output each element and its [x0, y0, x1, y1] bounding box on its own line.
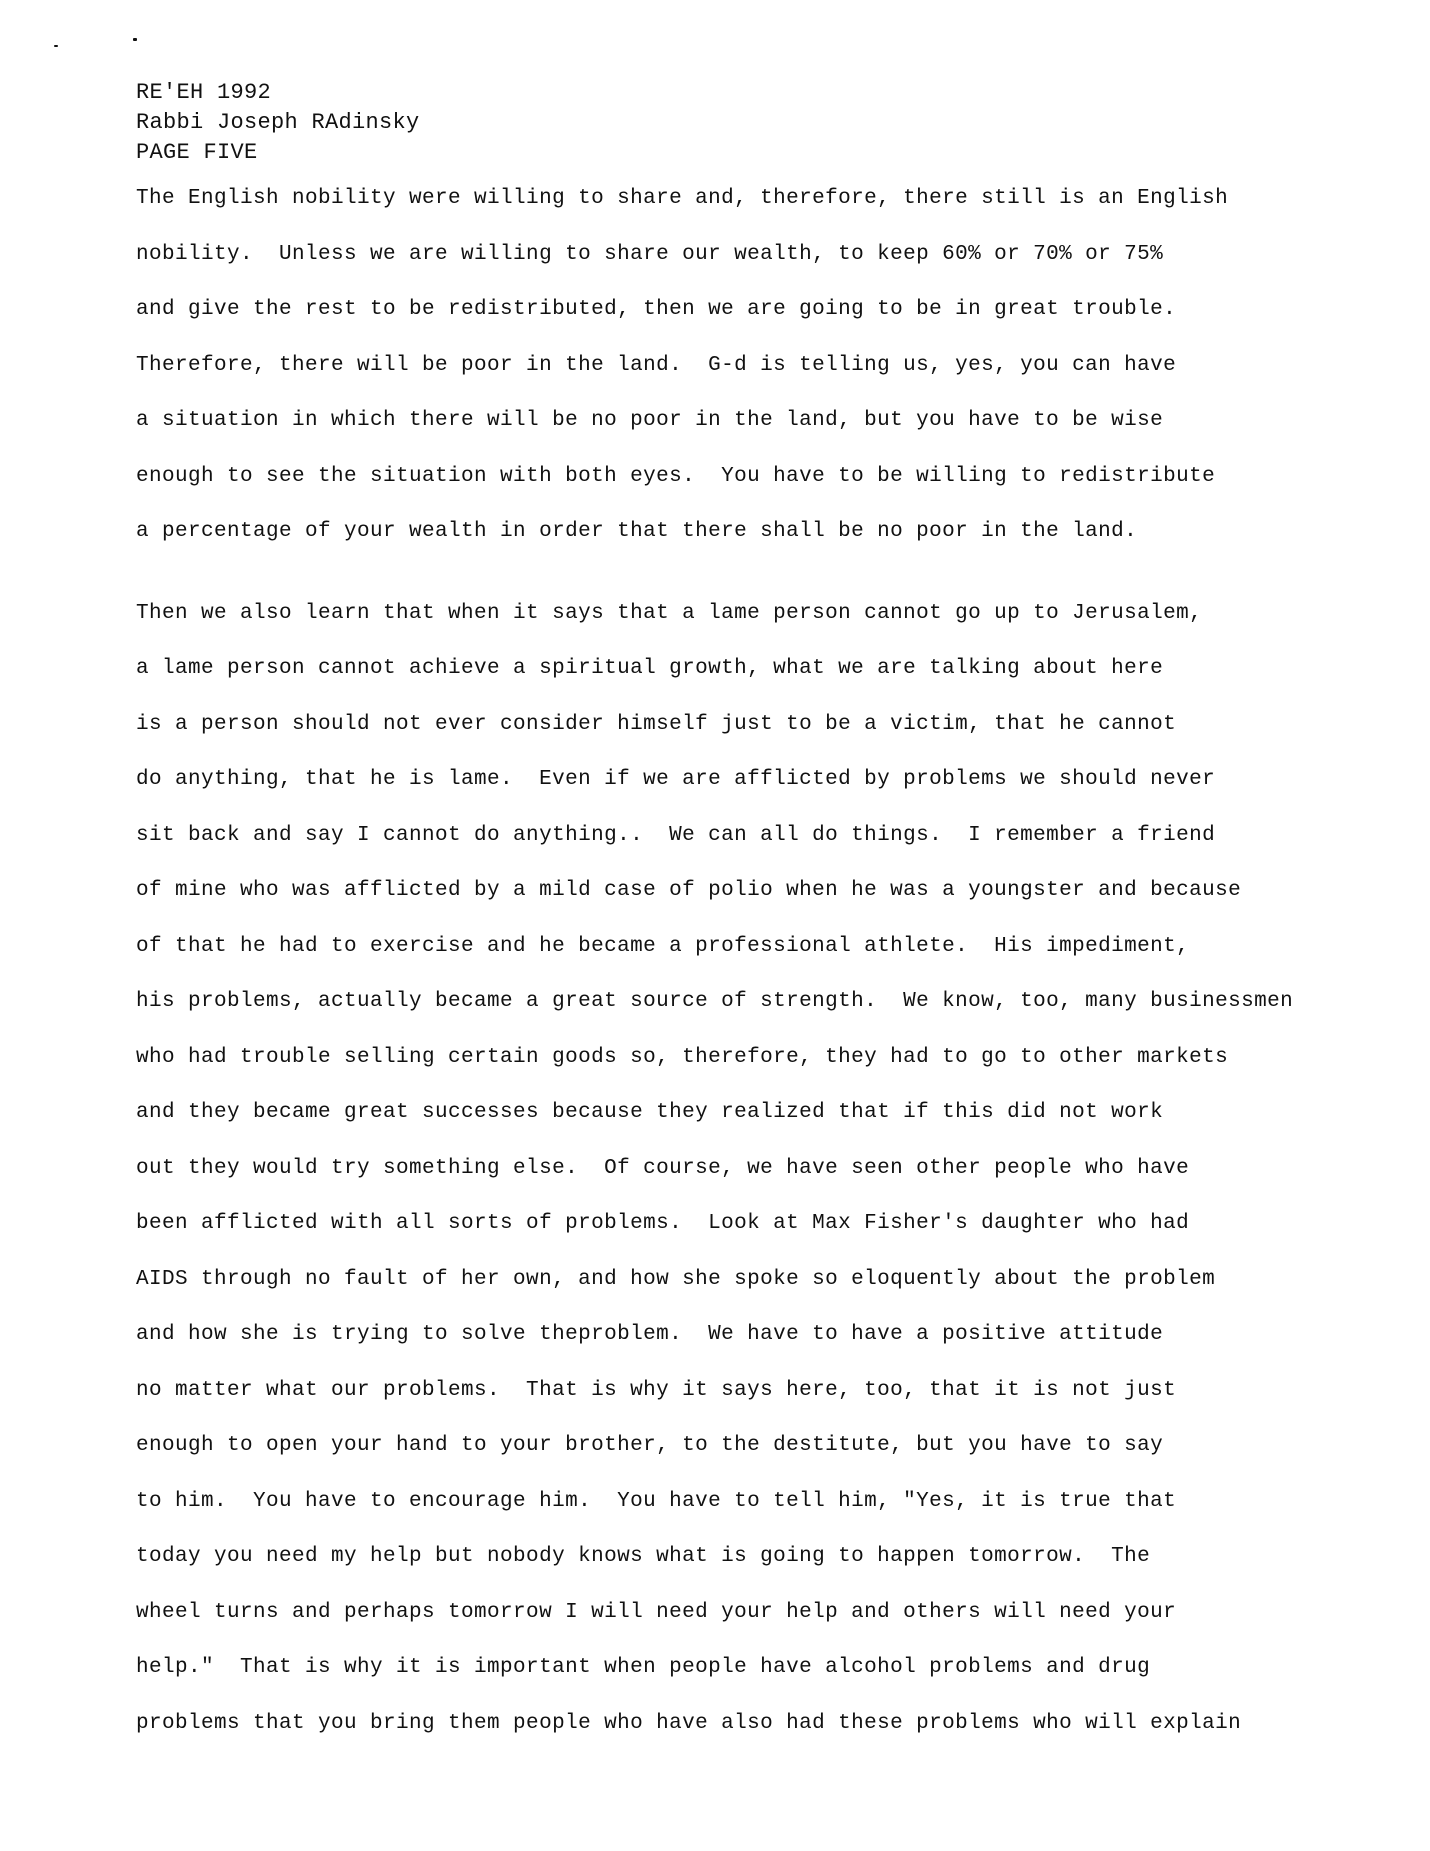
text-line: Then we also learn that when it says that a lame person cannot go up to Jerusalem,: [136, 601, 1203, 625]
text-line: to him. You have to encourage him. You have to tell him, "Yes, it is true that: [136, 1489, 1177, 1513]
text-line: today you need my help but nobody knows what is going to happen tomorrow. The: [136, 1545, 1151, 1568]
text-line: of that he had to exercise and he became a professional athlete. His impediment,: [136, 934, 1190, 958]
text-line: and give the rest to be redistributed, then we are going to be in great trouble.: [136, 298, 1177, 321]
header-title: RE'EH 1992: [136, 80, 272, 105]
header-author: Rabbi Joseph RAdinsky: [136, 110, 420, 135]
text-line: is a person should not ever consider himself just to be a victim, that he cannot: [136, 712, 1177, 736]
text-line: been afflicted with all sorts of problems. Look at Max Fisher's daughter who had: [136, 1212, 1190, 1235]
text-line: enough to open your hand to your brother, to the destitute, but you have to say: [136, 1434, 1164, 1457]
text-line: a situation in which there will be no poor in the land, but you have to be wise: [136, 409, 1164, 432]
text-line: AIDS through no fault of her own, and how she spoke so eloquently about the problem: [136, 1267, 1216, 1291]
header-page-number: PAGE FIVE: [136, 140, 258, 165]
text-line: help." That is why it is important when people have alcohol problems and drug: [136, 1656, 1151, 1679]
document-body: [136, 184, 1293, 1764]
text-line: enough to see the situation with both eyes. You have to be willing to redistribute: [136, 464, 1216, 488]
paragraph-gap: [136, 573, 1293, 599]
paragraph-1: [136, 184, 1293, 573]
text-line: nobility. Unless we are willing to share our wealth, to keep 60% or 70% or 75%: [136, 242, 1164, 266]
scan-speck: [133, 38, 137, 41]
text-line: no matter what our problems. That is why it says here, too, that it is not just: [136, 1378, 1177, 1402]
text-line: his problems, actually became a great source of strength. We know, too, many businessmen: [136, 990, 1294, 1013]
text-line: Therefore, there will be poor in the land. G-d is telling us, yes, you can have: [136, 353, 1177, 377]
text-line: The English nobility were willing to share and, therefore, there still is an English: [136, 187, 1229, 210]
text-line: sit back and say I cannot do anything.. We can all do things. I remember a friend: [136, 823, 1216, 847]
text-line: a percentage of your wealth in order that there shall be no poor in the land.: [136, 520, 1138, 543]
text-line: do anything, that he is lame. Even if we are afflicted by problems we should never: [136, 768, 1216, 791]
text-line: who had trouble selling certain goods so, therefore, they had to go to other markets: [136, 1045, 1229, 1069]
paragraph-2: [136, 599, 1293, 1765]
text-line: and they became great successes because they realized that if this did not work: [136, 1101, 1164, 1124]
text-line: problems that you bring them people who have also had these problems who will explain: [136, 1711, 1242, 1735]
text-line: out they would try something else. Of course, we have seen other people who have: [136, 1156, 1190, 1180]
scan-speck: [54, 45, 58, 47]
text-line: wheel turns and perhaps tomorrow I will need your help and others will need your: [136, 1600, 1177, 1624]
document-header: [136, 78, 420, 168]
text-line: of mine who was afflicted by a mild case of polio when he was a youngster and because: [136, 879, 1242, 902]
text-line: and how she is trying to solve theproblem. We have to have a positive attitude: [136, 1323, 1164, 1346]
text-line: a lame person cannot achieve a spiritual growth, what we are talking about here: [136, 657, 1164, 680]
